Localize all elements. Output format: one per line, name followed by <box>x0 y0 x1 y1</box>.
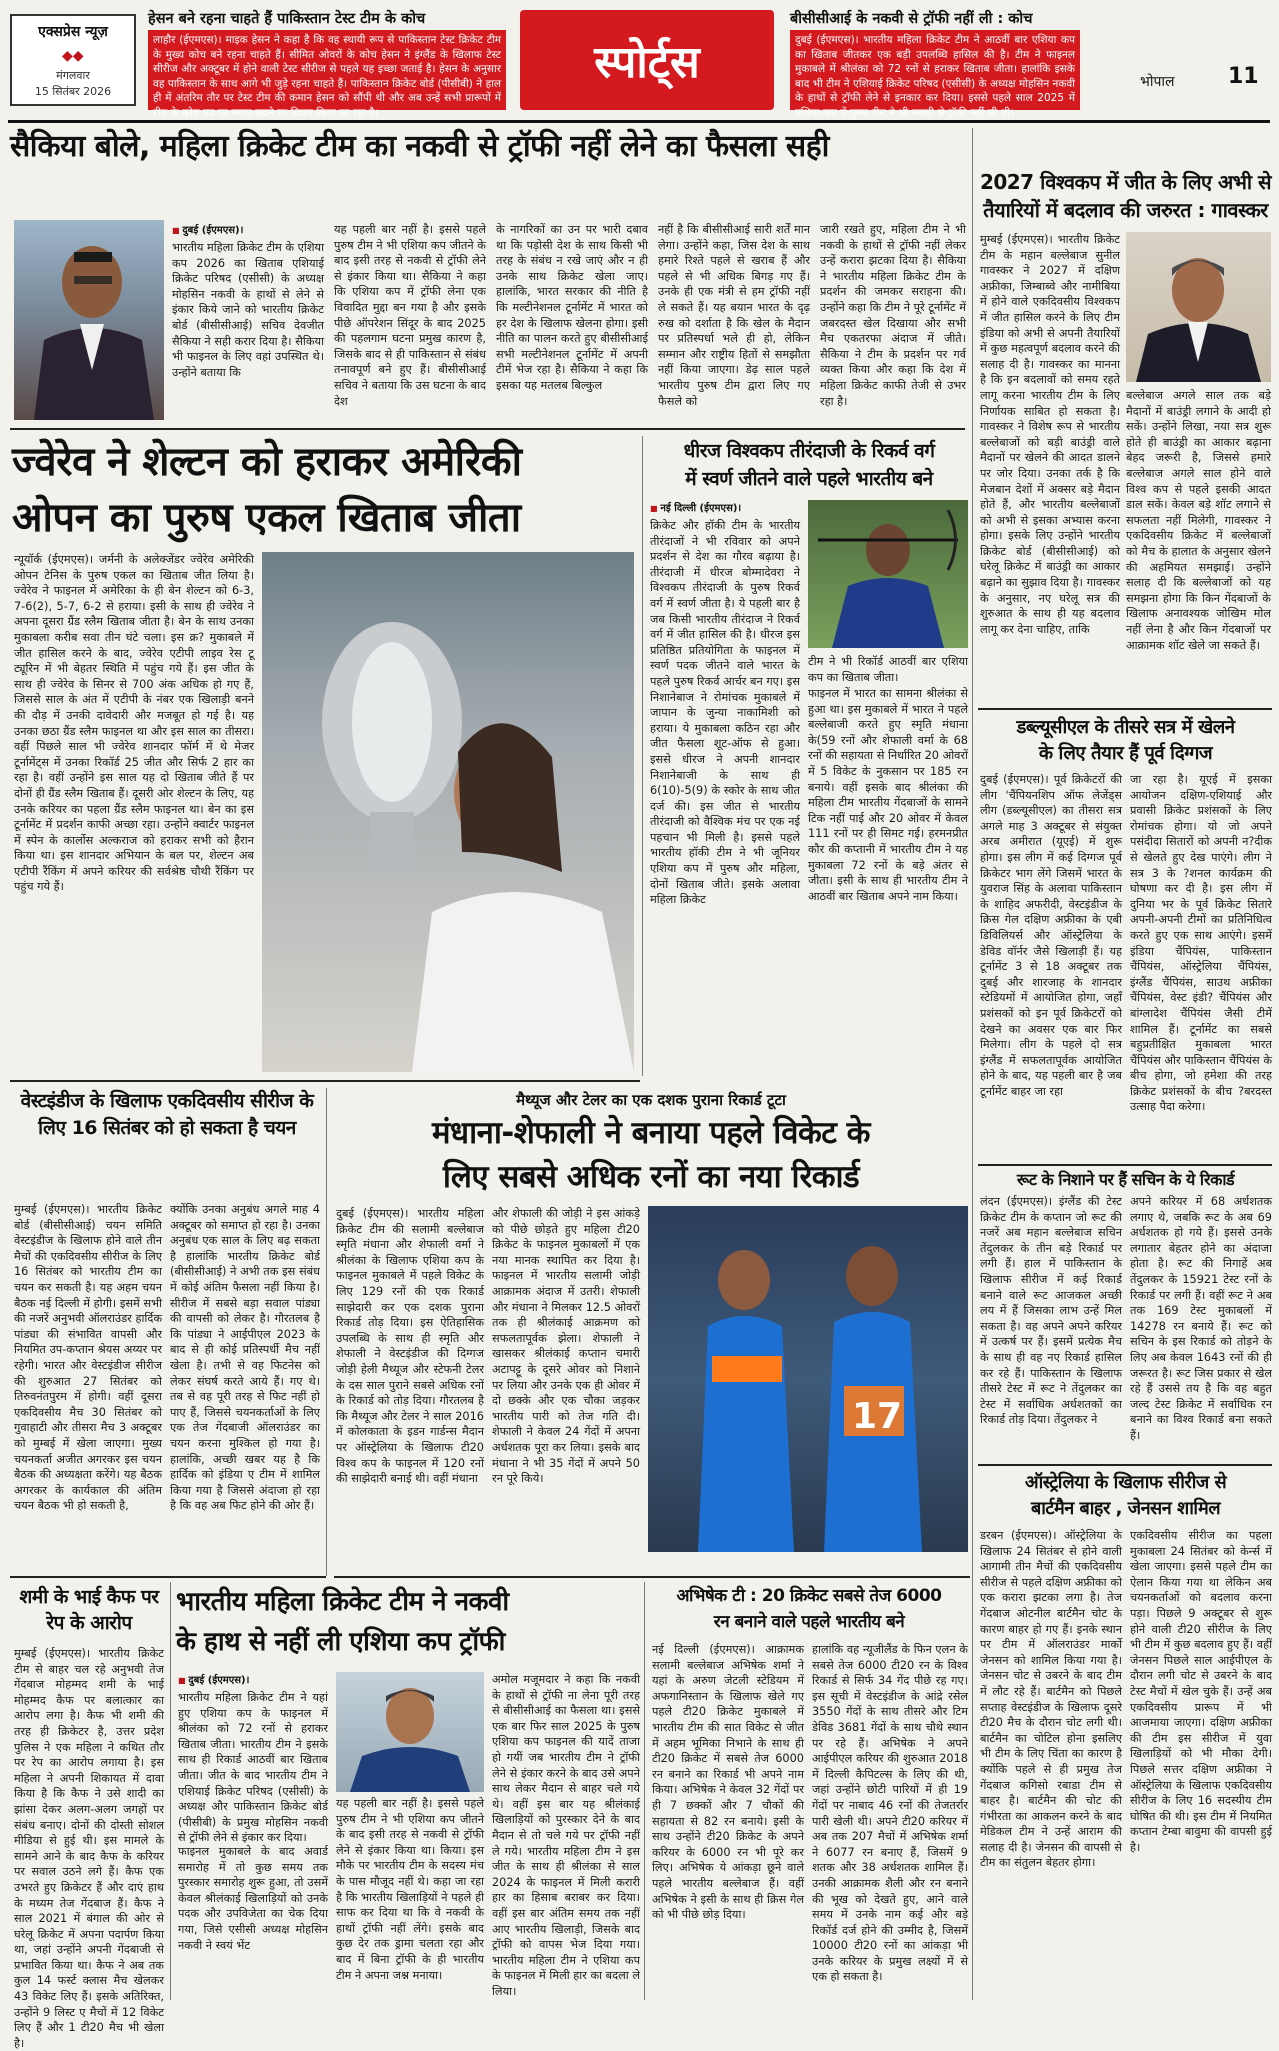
root-col2: अपने करियर में 68 अर्धशतक लगाए थे, जबकि रूट के अब 69 अर्धशतक हो गये हैं। इससे उनके लगातार बेहतर होने का अंदाजा होता है। रूट की निगाहें अब तेंदुलकर के 15921 टेस्ट रनों के रिकार्ड पर लगी हैं। वहीं रूट ने अब तक 169 टेस्ट मुकाबलों में 14278 रन बनाये हैं। रूट को सचिन के इस रिकार्ड को तोड़ने के लिए अब केवल 1643 रनों की ही जरूरत है। रूट जिस प्रकार से खेल रहे हैं उससे तय है कि वह बहुत जल्द टेस्ट क्रिकेट में सर्वाधिक रन बनाने का विश्व रिकार्ड बना सकते हैं। <box>1130 1195 1272 1442</box>
archery-col2-top: टीम ने भी रिकॉर्ड आठवीं बार एशिया कप का खिताब जीता। <box>808 655 968 684</box>
saikia-photo-figure <box>14 220 164 420</box>
naqvi-col1: भारतीय महिला क्रिकेट टीम ने यहां हुए एशिया कप के फाइनल में श्रीलंका को 72 रनों से हराकर खिताब जीता। भारतीय टीम ने इसके साथ ही रिकार्ड आठवीं बार खिताब जीता। जीत के बाद भारतीय टीम ने एशियाई क्रिकेट परिषद (एसीसी) के अध्यक्ष और पाकिस्तान क्रिकेट बोर्ड (पीसीबी) के प्रमुख मोहसिन नकवी से ट्रॉफी लेने से इंकार कर दिया। <box>178 1691 328 1845</box>
lead-col5: जारी रखते हुए, महिला टीम ने भी नकवी के हाथों से ट्रॉफी नहीं लेकर उन्हें करारा झटका दिया है। सैकिया ने भारतीय महिला क्रिकेट टीम के प्रदर्शन की जमकर सराहना की। उन्होंने कहा कि टीम ने पूरे टूर्नामेंट में जबरदस्त खेल दिखाया और सभी मैच एकतरफा अंदाज में जीते। सैकिया ने टीम के प्रदर्शन पर गर्व व्यक्त किया और कहा कि देश में महिला क्रिकेट काफी तेजी से उभर रहा है। <box>820 223 966 408</box>
gavaskar-headline-line2: तैयारियों में बदलाव की जरुरत : गावस्कर <box>983 198 1268 222</box>
root-rule <box>978 1464 1272 1466</box>
bartman-col1: डरबन (ईएमएस)। ऑस्ट्रेलिया के खिलाफ 24 सितंबर से होने वाली आगामी तीन मैचों की एकदिवसीय सीरीज से पहले दक्षिण अफ्रीका को एक करारा झटका लगा है। तेज गेंदबाज ओटनील बार्टमैन चोट के कारण बाहर हो गए हैं। इनके स्थान पर टीम में ऑलराउंडर मार्को जेनसन को शामिल किया गया है। जेनसन चोट से उबरने के बाद टीम में लौट रहे हैं। बार्टमैन को पिछले सप्ताह वेस्टइंडीज के खिलाफ दूसरे टी20 मैच के दौरान चोट लगी थी। बार्टमैन का चोटिल होना इसलिए भी टीम के लिए चिंता का कारण है क्योंकि पहले से ही प्रमुख तेज गेंदबाज कगिसो रबाडा टीम से बाहर है। बार्टमैन की चोट की गंभीरता का आकलन करने के बाद मेडिकल टीम ने उन्हें आराम की सलाह दी है। जेनसन की वापसी से टीम का संतुलन बेहतर होगा। <box>980 1529 1122 1870</box>
gavaskar-rule <box>978 708 1272 710</box>
westindies-divider <box>326 1088 327 1576</box>
lead-headline: सैकिया बोले, महिला क्रिकेट टीम का नकवी से ट्रॉफी नहीं लेने का फैसला सही <box>10 129 829 164</box>
masthead-rule <box>8 120 1270 123</box>
archery-divider <box>642 436 643 1076</box>
masthead-logo-box <box>10 14 136 106</box>
bartman-headline-line2: बार्टमैन बाहर , जेनसन शामिल <box>1030 1498 1221 1519</box>
naqvi-divider <box>644 1582 645 2000</box>
issue-day: मंगलवार <box>56 69 90 82</box>
lead-col2: यह पहली बार नहीं है। इससे पहले पुरुष टीम ने भी एशिया कप जीतने के बाद इसी तरह से नकवी से ट्रॉफी लेने से इंकार किया था। सैकिया ने कहा कि एशिया कप में ट्रॉफी लेना एक विवादित मुद्दा बन गया है और इसके पीछे ऑपरेशन सिंदूर के बाद 2025 की पहलगाम घटना प्रमुख कारण है, जिसके बाद से ही पाकिस्तान से संबंध तनावपूर्ण बने हुए हैं। बीसीसीआई सचिव ने बताया कि उस घटना के बाद देश <box>334 223 486 408</box>
westindies-headline: वेस्टइंडीज के खिलाफ एकदिवसीय सीरीज के लिए 16 सितंबर को हो सकता है चयन <box>20 1090 314 1139</box>
top-left-brief <box>148 8 506 119</box>
lead-col4: नहीं है कि बीसीसीआई सारी शर्तें मान लेगा। उन्होंने कहा, जिस देश के साथ हमारे रिश्ते पहले से खराब हैं और पहले से भी अधिक बिगड़ गए हैं। उनके ही एक मंत्री से हम ट्रॉफी नहीं ले सकते हैं। यह बयान भारत के दृढ़ रुख को दर्शाता है कि खेल के मैदान पर प्रतिस्पर्धा भले ही हो, लेकिन सम्मान और राष्ट्रीय हितों से समझौता नहीं किया जाएगा। डेढ़ साल पहले भारतीय पुरुष टीम द्वारा लिए गए फैसले को <box>658 223 810 408</box>
gavaskar-body-left: मुम्बई (ईएमएस)। भारतीय क्रिकेट टीम के महान बल्लेबाज सुनील गावस्कर ने 2027 में दक्षिण अफ्रीका, जिम्बाब्वे और नामीबिया में होने वाले एकदिवसीय विश्वकप में जीत हासिल करने के लिए टीम इंडिया को अभी से अपनी तैयारियों में कुछ महत्वपूर्ण बदलाव करने की सलाह दी है। गावस्कर का मानना है कि इन बदलावों को समय रहते लागू करना भारतीय टीम के लिए निर्णायक साबित हो सकता है। गावस्कर ने विशेष रूप से भारतीय बल्लेबाजों को बड़ी बाउंड्री वाले मैदानों पर खेलने की आदत डालने पर जोर दिया। उनका तर्क है कि मेजबान देशों में अक्सर बड़े मैदान होते हैं, और भारतीय बल्लेबाजों को अभी से इसका अभ्यास करना होगा। इसके लिए उन्होंने भारतीय क्रिकेट बोर्ड (बीसीसीआई) को घरेलू क्रिकेट में बाउंड्री का आकार बढ़ाने का सुझाव दिया है। गावस्कर के अनुसार, नए घरेलू सत्र की शुरुआत के साथ ही यह बदलाव लागू कर देना चाहिए, ताकि <box>980 233 1120 636</box>
naqvi-col2: यह पहली बार नहीं है। इससे पहले पुरुष टीम ने भी एशिया कप जीतने के बाद इसी तरह से नकवी से ट्रॉफी लेने से इंकार किया था। किया। इस मौके पर भारतीय टीम के सदस्य मंच के पास मौजूद नहीं थे। कहा जा रहा है कि भारतीय खिलाड़ियों ने पहले ही साफ कर दिया था कि वे नकवी के हाथों ट्रॉफी नहीं लेंगे। इसके बाद कुछ देर तक ड्रामा चलता रहा और बाद में बिना ट्रॉफी के ही भारतीय टीम ने अपना जश्न मनाया। <box>336 1797 484 1982</box>
city-label: भोपाल <box>1140 74 1175 90</box>
zverev-rule <box>10 1080 640 1082</box>
top-left-headline: हेसन बने रहना चाहते हैं पाकिस्तान टेस्ट टीम के कोच <box>148 11 426 27</box>
mandhana-col1: दुबई (ईएमएस)। भारतीय महिला क्रिकेट टीम की सलामी बल्लेबाज स्मृति मंधाना और शेफाली वर्मा ने श्रीलंका के खिलाफ एशिया कप के फाइनल मुकाबले में पहले विकेट के लिए 129 रनों की एक रिकार्ड साझेदारी कर एक दशक पुराना रिकार्ड तोड़ दिया। इस ऐतिहासिक उपलब्धि के साथ ही स्मृति और शेफाली ने वेस्टइंडीज की दिग्गज जोड़ी हेली मैथ्यूज और स्टेफनी टेलर के दस साल पुराने सबसे अधिक रनों के रिकार्ड को तोड़ दिया। गौरतलब है कि मैथ्यूज और टेलर ने साल 2016 में कोलकाता के इडन गार्डन्स मैदान पर ऑस्ट्रेलिया के खिलाफ टी20 विश्व कप के फाइनल में 120 रनों की साझेदारी बनाई थी। वहीं मंधाना <box>336 1207 484 1486</box>
issue-date: 15 सितंबर 2026 <box>34 85 112 98</box>
westindies-rule <box>10 1576 326 1578</box>
archery-photo <box>808 500 968 648</box>
archery-headline-line1: धीरज विश्वकप तीरंदाजी के रिकर्व वर्ग <box>683 440 935 462</box>
top-left-box <box>148 30 506 119</box>
paper-name: एक्सप्रेस न्यूज़ <box>38 24 108 40</box>
bartman-divider <box>972 1468 973 2000</box>
shami-divider <box>170 1582 171 2000</box>
mandhana-headline-line1: मंधाना-शेफाली ने बनाया पहले विकेट के <box>432 1115 870 1151</box>
zverev-photo <box>262 552 634 1072</box>
wcl-headline-line1: डब्ल्यूसीएल के तीसरे सत्र में खेलने <box>1016 717 1235 738</box>
zverev-photo-figure <box>262 552 634 1072</box>
mandhana-col2: और शेफाली की जोड़ी ने इस आंकड़े को पीछे छोड़ते हुए महिला टी20 क्रिकेट के फाइनल मुकाबलों में एक नया मानक स्थापित कर दिया है। फाइनल में भारतीय सलामी जोड़ी आक्रामक अंदाज में उतरी। शेफाली और मंधाना ने मिलकर 12.5 ओवरों तक ही श्रीलंकाई आक्रमण को सफलतापूर्वक झेला। शेफाली ने खासकर श्रीलंकाई कप्तान चमारी अटापट्टू के दूसरे ओवर को निशाने पर लिया और उनके एक ही ओवर में दो छक्के और एक चौका जड़कर भारतीय पारी को तेज गति दी। शेफाली ने केवल 24 गेंदों में अपना अर्धशतक पूरा कर लिया। इसके बाद मंधाना ने भी 35 गेंदों में अपने 50 रन पूरे किये। <box>492 1207 640 1486</box>
section-title: स्पोर्ट्स <box>594 37 700 88</box>
westindies-col1: मुम्बई (ईएमएस)। भारतीय क्रिकेट बोर्ड (बीसीसीआई) चयन समिति वेस्टइंडीज के खिलाफ होने वाले तीन मैचों की एकदिवसीय सीरीज के लिए 16 सितंबर को भारतीय टीम का चयन कर सकती है। यह अहम चयन बैठक नई दिल्ली में होगी। इसमें सभी की नजरें अनुभवी ऑलराउंडर हार्दिक पांड्या की संभावित वापसी और नियमित उप-कप्तान श्रेयस अय्यर पर रहेगी। भारत और वेस्टइंडीज सीरीज की शुरुआत 27 सितंबर को तिरुवनंतपुरम में होगी। वहीं दूसरा एकदिवसीय मैच 30 सितंबर को गुवाहाटी और तीसरा मैच 3 अक्टूबर को मुम्बई में खेला जाएगा। मुख्य चयनकर्ता अजीत अगरकर इस चयन बैठक की अध्यक्षता करेंगे। यह बैठक अगरकर के कार्यकाल की अंतिम चयन बैठक भी हो सकती है, <box>14 1203 162 1513</box>
gavaskar-body-right: बल्लेबाज अगले साल तक बड़े मैदानों में बाउंड्री लगाने के आदी हो सकें। उन्होंने लिखा, नया सत्र शुरू होते ही बाउंड्री का आकार बढ़ाना बेहद जरूरी है, जिससे हमारे बल्लेबाज अगले साल होने वाले विश्व कप से पहले इसकी आदत डाल सकें। केवल बड़े शॉट लगाने से सफलता नहीं मिलेगी, गावस्कर ने एकदिवसीय क्रिकेट में बल्लेबाजों को मैच के हालात के अनुसार खेलने की अहमियत समझाई। उन्होंने सलाह दी कि बल्लेबाजों को यह समझना होगा कि किन गेंदबाजों के खिलाफ अनावश्यक जोखिम मोल नहीं लेना है और किन गेंदबाजों पर आक्रामक शॉट खेले जा सकते हैं। <box>1126 389 1271 652</box>
shami-headline: शमी के भाई कैफ पर रेप के आरोप <box>19 1586 159 1634</box>
svg-text:17: 17 <box>852 1396 903 1437</box>
abhishek-col1: नई दिल्ली (ईएमएस)। आक्रामक सलामी बल्लेबाज अभिषेक शर्मा ने यहां के अरुण जेटली स्टेडियम में अफगानिस्तान के खिलाफ खेले गए पहले टी20 क्रिकेट मुकाबले में भारतीय टीम की सात विकेट से जीत में अहम भूमिका निभाने के साथ ही टी20 क्रिकेट में सबसे तेज 6000 रन बनाने का रिकार्ड भी अपने नाम किया। अभिषेक ने केवल 32 गेंदों पर ही 7 छक्कों और 7 चौकों की सहायता से 82 रन बनाये। इसी के साथ उन्होंने टी20 क्रिकेट के अपने करियर के 6000 रन भी पूरे कर लिए। अभिषेक ये आंकड़ा छूने वाले पहले भारतीय बल्लेबाज हैं। वहीं अभिषेक ने इसी के साथ ही क्रिस गेल को भी पीछे छोड़ दिया। <box>652 1643 804 1922</box>
archery-col1: क्रिकेट और हॉकी टीम के भारतीय तीरंदाजों ने भी रविवार को अपने प्रदर्शन से देश का गौरव बढ़ाया है। तीरंदाजी में धीरज बोम्मादेवरा ने विश्वकप तीरंदाजी के पुरुष रिकर्व वर्ग में स्वर्ण जीता है। ये पहली बार है जब किसी भारतीय तीरंदाज ने रिकर्व वर्ग में जीत हासिल की है। धीरज इस प्रतिष्ठित प्रतियोगिता के फाइनल में स्वर्ण पदक जीतने वाले भारत के पहले पुरुष रिकर्व आर्चर बन गए। इस निशानेबाज ने रोमांचक मुकाबले में जापान के जुन्या नाकामिशी को हराया। ये मुकाबला कठिन रहा और जीत फैसला शूट-ऑफ से हुआ। इससे धीरज ने अपनी शानदार निशानेबाजी के साथ ही 6(10)-5(9) के स्कोर के साथ जीत दर्ज की। इस जीत से भारतीय तीरंदाजी को वैश्विक मंच पर एक नई पहचान भी मिली है। इससे पहले भारतीय हॉकी टीम ने भी जूनियर एशिया कप में पुरुष और महिला, दोनों खिताब जीते। इसके अलावा महिला क्रिकेट <box>650 519 800 907</box>
shami-body: मुम्बई (ईएमएस)। भारतीय क्रिकेट टीम से बाहर चल रहे अनुभवी तेज गेंदबाज मोहम्मद शमी के भाई मोहम्मद कैफ पर बलात्कार का आरोप लगा है। कैफ भी शमी की तरह ही क्रिकेटर है, उत्तर प्रदेश पुलिस ने एक महिला ने कथित तौर पर रेप का आरोप लगाया है। इस महिला ने अपनी शिकायत में दावा किया है कि कैफ ने उसे शादी का झांसा देकर अलग-अलग जगहों पर संबंध बनाए। दोनों की दोस्ती सोशल मीडिया से हुई थी। इस मामले के सामने आने के बाद कैफ के करियर पर सवाल उठने लगे हैं। कैफ एक उभरते हुए क्रिकेटर हैं और दाएं हाथ के मध्यम तेज गेंदबाज हैं। कैफ ने साल 2021 में बंगाल की ओर से घरेलू क्रिकेट में अपना पदार्पण किया था, जहां उन्होंने अपनी गेंदबाजी से प्रभावित किया था। कैफ ने अब तक कुल 14 फर्स्ट क्लास मैच खेलकर 43 विकेट लिए हैं। इसके अतिरिक्त, उन्होंने 9 लिस्ट ए मैचों में 12 विकेट लिए हैं और 1 टी20 मैच भी खेला है। <box>14 1647 164 2050</box>
naqvi-col1b: फाइनल मुकाबले के बाद अवार्ड समारोह में तो कुछ समय तक पुरस्कार समारोह शुरू हुआ, तो उसमें केवल श्रीलंकाई खिलाड़ियों को उनके पदक और उपविजेता का चेक दिया गया, जिसे एसीसी अध्यक्ष मोहसिन नकवी ने स्वयं भेंट <box>178 1845 328 1952</box>
root-headline: रूट के निशाने पर हैं सचिन के ये रिकार्ड <box>1016 1170 1235 1189</box>
westindies-col2: क्योंकि उनका अनुबंध अगले माह 4 अक्टूबर को समाप्त हो रहा है। उनका अनुबंध एक साल के लिए बढ़ सकता है हालांकि भारतीय क्रिकेट बोर्ड (बीसीसीआई) ने अभी तक इस संबंध में कोई अंतिम फैसला नहीं किया है। सीरीज में सबसे बड़ा सवाल पांड्या की वापसी को लेकर है। गौरतलब है कि पांड्या ने आईपीएल 2023 के बाद से ही कोई प्रतिस्पर्धी मैच नहीं खेला है। तभी से वह फिटनेस को लेकर संघर्ष करते आये हैं। गए थे। तब से वह पूरी तरह से फिट नहीं हो पाए हैं, जिससे चयनकर्ताओं के लिए एक तेज गेंदबाजी ऑलराउंडर का चयन करना मुश्किल हो गया है। हालांकि, अच्छी खबर यह है कि हार्दिक को इंडिया ए टीम में शामिल किया गया है जिससे अंदाजा हो रहा है कि वह अब फिट होने की ओर हैं। <box>170 1203 320 1513</box>
mandhana-photo <box>648 1206 968 1552</box>
zverev-headline-line2: ओपन का पुरुष एकल खिताब जीता <box>12 495 521 541</box>
top-right-box <box>790 30 1080 119</box>
majumdar-photo <box>336 1672 484 1792</box>
lead-col3: के नागरिकों का उन पर भारी दबाव था कि पड़ोसी देश के साथ किसी भी तरह के संबंध न रखे जाएं और न ही उनके साथ क्रिकेट खेला जाए। हालांकि, भारत सरकार की नीति है कि मल्टीनेशनल टूर्नामेंट में भारत को हर देश के खिलाफ खेलना होगा। इसी नीति का पालन करते हुए बीसीसीआई सभी मल्टीनेशनल टूर्नामेंट में अपनी टीमें भेज रहा है। सैकिया ने कहा कि इसका यह मतलब बिल्कुल <box>496 223 648 392</box>
mandhana-headline-line2: लिए सबसे अधिक रनों का नया रिकार्ड <box>442 1159 860 1195</box>
zverev-body: न्यूयॉर्क (ईएमएस)। जर्मनी के अलेक्जेंडर ज्वेरेव अमेरिकी ओपन टेनिस के पुरुष एकल का खिताब जीत लिया है। ज्वेरेव ने फाइनल में अमेरिका के ही बेन शेल्टन को 6-3, 7-6(2), 5-7, 6-2 से हराया। इसी के साथ ही ज्वेरेव ने अपना दूसरा ग्रैंड स्लैम खिताब जीता है। बेन के साथ उनका मुकाबला करीब सवा तीन घंटे चला। इस क्र? मुकाबले में जीत हासिल करने के बाद, ज्वेरेव एटीपी लाइव रेस टू ट्यूरिन में भी बेहतर स्थिति में पहुंच गये हैं। इस जीत के साथ ही ज्वेरेव के सिनर से 700 अंक अधिक हो गए हैं, जिससे साल के अंत में एटीपी के नंबर एक खिलाड़ी बनने की दौड़ में उनकी दावेदारी और मजबूत हो गई है। यह उनका छठा ग्रैंड स्लैम फाइनल था और इस साल का तीसरा। वहीं पिछले साल भी ज्वेरेव शानदार फॉर्म में थे मेजर टूर्नामेंट्स में उनका रिकॉर्ड 25 जीत और सिर्फ 2 हार का रहा है। वहीं उन्होंने इस साल यह दो खिताब जीते हैं पर दोनों ही ग्रैंड स्लैम खिताब हैं। दूसरी ओर शेल्टन के लिए, यह उनके करियर का पहला ग्रैंड स्लैम फाइनल था। बेन का इस टूर्नामेंट में प्रदर्शन काफी अच्छा रहा। उन्होंने क्वार्टर फाइनल में स्पेन के कार्लोस अल्कराज को हराकर सभी को हैरान किया था। इस शानदार अभियान के बल पर, शेल्टन अब एटीपी रैंकिंग में अपने करियर की सर्वश्रेष्ठ चौथी रैंकिंग पर पहुंच गये हैं। <box>14 553 254 894</box>
abhishek-headline-line2: रन बनाने वाले पहले भारतीय बने <box>713 1612 905 1632</box>
gavaskar-photo <box>1126 232 1271 382</box>
mandhana-rule <box>334 1576 970 1578</box>
wcl-col2: जा रहा है। यूएई में इसका आयोजन दक्षिण-एशियाई और प्रवासी क्रिकेट प्रशंसकों के लिए रोमांचक होगा। यो जो अपने पसंदीदा सितारों को अपनी न?दीक से खेलते हुए देख पाएंगे। लीग ने सत्र 3 के ?शनल कार्यक्रम की घोषणा कर दी है। इस लीग में दुनिया भर के पूर्व क्रिकेट सितारे अपनी-अपनी टीमों का प्रतिनिधित्व करते हुए एक साथ आएंगे। इसमें इंडिया चैंपियंस, पाकिस्तान चैंपियंस, ऑस्ट्रेलिया चैंपियंस, इंग्लैंड चैंपियंस, साउथ अफ्रीका चैंपियंस, वेस्ट इंडी? चैंपियंस और बांग्लादेश चैंपियंस जैसी टीमें शामिल हैं। टूर्नामेंट का सबसे बहुप्रतीक्षित मुकाबला भारत चैंपियंस और पाकिस्तान चैंपियंस के बीच होगा, जो हमेशा की तरह क्रिकेट प्रशंसकों के बीच ?बरदस्त उत्साह पैदा करेगा। <box>1130 773 1272 1114</box>
wcl-col1: दुबई (ईएमएस)। पूर्व क्रिकेटरों की लीग 'चैंपियनशिप ऑफ लेजेंड्स लीग (डब्ल्यूसीएल) का तीसरा सत्र अगले माह 3 अक्टूबर से संयुक्त अरब अमीरात (यूएई) में शुरू होगा। इस लीग में कई दिग्गज पूर्व क्रिकेटर भाग लेंगे जिसमें भारत के युवराज सिंह के अलावा पाकिस्तान के शाहिद अफरीदी, वेस्टइंडीज के क्रिस गेल दक्षिण अफ्रीका के एबी डिविलियर्स और ऑस्ट्रेलिया के डेविड वॉर्नर जैसे खिलाड़ी हैं। यह टूर्नामेंट 3 से 18 अक्टूबर तक दुबई और शारजाह के शानदार स्टेडियमों में आयोजित होगा, जहाँ प्रशंसकों को इन पूर्व क्रिकेटरों को देखने का अवसर एक बार फिर मिलेगा। लीग के पहले दो सत्र इंग्लैंड में सफलतापूर्वक आयोजित होने के बाद, यह पहली बार है जब टूर्नामेंट बाहर जा रहा <box>980 773 1122 1098</box>
naqvi-byline: ■ दुबई (ईएमएस)। <box>178 1672 328 1686</box>
archery-headline-line2: में स्वर्ण जीतने वाले पहले भारतीय बने <box>685 468 933 490</box>
gavaskar-photo-figure <box>1126 232 1271 382</box>
abhishek-headline-line1: अभिषेक टी : 20 क्रिकेट सबसे तेज 6000 <box>676 1586 942 1606</box>
archery-byline: ■ नई दिल्ली (ईएमएस)। <box>650 500 800 514</box>
naqvi-headline-line2: के हाथ से नहीं ली एशिया कप ट्रॉफी <box>176 1627 505 1657</box>
mandhana-kicker: मैथ्यूज और टेलर का एक दशक पुराना रिकार्ड टूटा <box>516 1091 786 1109</box>
logo-diamond-icon: ◆◆ <box>62 48 84 64</box>
top-right-headline: बीसीसीआई के नकवी से ट्रॉफी नहीं ली : कोच <box>790 11 1033 27</box>
root-col1: लंदन (ईएमएस)। इंग्लैंड की टेस्ट क्रिकेट टीम के कप्तान जो रूट की नजरें अब महान बल्लेबाज सचिन तेंदुलकर के तीन बड़े रिकार्ड पर लगी हैं। हाल में पाकिस्तान के खिलाफ सीरीज में कई रिकार्ड बनाने वाले रूट आजकल अच्छी लय में हैं जिसका लाभ उन्हें मिल सकता है। वह अपने अपने करियर में उत्कर्ष पर हैं। इसमें प्रत्येक मैच के साथ ही वह नए रिकार्ड हासिल कर रहे हैं। पाकिस्तान के खिलाफ तीसरे टेस्ट में रूट ने तेंदुलकर का टेस्ट में सर्वाधिक अर्धशतकों का रिकार्ड तोड़ दिया। तेंदुलकर ने <box>980 1195 1122 1427</box>
zverev-headline-line1: ज्वेरेव ने शेल्टन को हराकर अमेरिकी <box>12 439 522 485</box>
mandhana-photo-figure <box>648 1206 968 1552</box>
masthead <box>0 0 1279 118</box>
archery-photo-figure <box>808 500 968 648</box>
wcl-rule <box>978 1164 1272 1166</box>
bartman-headline-line1: ऑस्ट्रेलिया के खिलाफ सीरीज से <box>1024 1472 1227 1493</box>
naqvi-col3: अमोल मजूमदार ने कहा कि नकवी के हाथों से ट्रॉफी ना लेना पूरी तरह से बीसीसीआई का फैसला था। इससे एक बार फिर साल 2025 के पुरुष एशिया कप फाइनल की यादें ताजा हो गयीं जब भारतीय टीम ने ट्रॉफी लेने से इंकार करने के बाद उसे अपने साथ लेकर मैदान से बाहर चले गये थे। वहीं इस बार यह श्रीलंकाई खिलाड़ियों को पुरस्कार देने के बाद मैदान से तो चले गये पर ट्रॉफी नहीं ले गये। भारतीय महिला टीम ने इस जीत के साथ ही श्रीलंका से साल 2024 के फाइनल में मिली करारी हार का हिसाब बराबर कर दिया। वहीं इस बार अंतिम समय तक नहीं आए भारतीय खिलाड़ी, जिसके बाद ट्रॉफी को वापस भेज दिया गया। भारतीय महिला टीम ने एशिया कप के फाइनल में मिली हार का बदला ले लिया। <box>492 1673 640 1998</box>
bartman-col2: एकदिवसीय सीरीज का पहला मुकाबला 24 सितंबर को केर्न्स में खेला जाएगा। इससे पहले टीम का ऐलान किया गया था लेकिन अब चयनकर्ताओं को बदलाव करना पड़ा। पिछले 9 अक्टूबर से शुरू होने वाली टी20 सीरीज के लिए भी टीम में कुछ बदलाव हुए हैं। वहीं जेनसन पिछले साल आईपीएल के दौरान लगी चोट से उबरने के बाद टेस्ट मैचों में खेल चुके हैं। उन्हें अब एकदिवसीय प्रारूप में भी आजमाया जाएगा। दक्षिण अफ्रीका की टीम इस सीरीज में युवा खिलाड़ियों को भी मौका देगी। पिछले सत्तर दक्षिण अफ्रीका ने ऑस्ट्रेलिया के खिलाफ एकदिवसीय सीरीज के लिए 16 सदस्यीय टीम घोषित की थी। इस टीम में नियमित कप्तान टेम्बा बावुमा की वापसी हुई है। <box>1130 1529 1272 1854</box>
wcl-headline-line2: के लिए तैयार हैं पूर्व दिग्गज <box>1038 743 1213 764</box>
majumdar-photo-figure <box>336 1672 484 1792</box>
top-left-body: लाहौर (ईएमएस)। माइक हेसन ने कहा है कि वह स्थायी रूप से पाकिस्तान टेस्ट क्रिकेट टीम के मुख्य कोच बने रहना चाहते हैं। सीमित ओवरों के कोच हेसन ने इंग्लैंड के खिलाफ टेस्ट सीरीज और अक्टूबर में होने वाली टेस्ट सीरीज से पहले यह इच्छा जताई है। हेसन के अनुसार वह पाकिस्तान के साथ आगे भी जुड़े रहना चाहते हैं। पाकिस्तान क्रिकेट बोर्ड (पीसीबी) ने हाल ही में अंतरिम तौर पर टेस्ट टीम की कमान हेसन को सौंपी थी और अब उन्हें सभी प्रारूपों में टीम के कोच पद पर बनाए रखने पर विचार किया जा रहा है। <box>153 34 501 119</box>
saikia-photo <box>14 220 164 420</box>
section-banner <box>520 10 774 110</box>
gavaskar-headline-line1: 2027 विश्वकप में जीत के लिए अभी से <box>979 170 1272 194</box>
lead-byline: ■ दुबई (ईएमएस)। <box>172 222 322 236</box>
lead-col1: भारतीय महिला क्रिकेट टीम के एशिया कप 2026 का खिताब एशियाई क्रिकेट परिषद (एसीसी) के अध्यक्ष मोहसिन नकवी के हाथों से लेने से इंकार किये जाने को भारतीय क्रिकेट बोर्ड (बीसीसीआई) सचिव देवजीत सैकिया ने सही करार दिया है। सैकिया भी फाइनल के लिए वहां उपस्थित थे। उन्होंने बताया कि <box>172 241 324 379</box>
abhishek-col2: हालांकि वह न्यूजीलैंड के फिन एलन के सबसे तेज 6000 टी20 रन के विश्व रिकार्ड से सिर्फ 34 गेंद पीछे रह गए। इस सूची में वेस्टइंडीज के आंद्रे रसेल 3550 गेंदों के साथ तीसरे और टिम डेविड 3681 गेंदों के साथ चौथे स्थान पर रहे हैं। अभिषेक ने अपने आईपीएल करियर की शुरुआत 2018 में दिल्ली कैपिटल्स के लिए की थी, जहां उन्होंने छोटी पारियों में ही 19 गेंदों पर नाबाद 46 रनों की तेजतर्रार पारी खेली थी। अपने टी20 करियर में अब तक 207 मैचों में अभिषेक शर्मा ने 6077 रन बनाए हैं, जिसमें 9 शतक और 38 अर्धशतक शामिल हैं। उनकी आक्रामक शैली और रन बनाने की भूख को देखते हुए, आने वाले समय में उनके नाम कई और बड़े रिकॉर्ड दर्ज होने की उम्मीद है, जिसमें 10000 टी20 रनों का आंकड़ा भी उनके करियर के प्रमुख लक्ष्यों में से एक हो सकता है। <box>812 1643 968 1984</box>
lead-rule <box>10 428 965 430</box>
page-number: 11 <box>1228 64 1259 89</box>
archery-col2: फाइनल में भारत का सामना श्रीलंका से हुआ था। इस मुकाबले में भारत ने पहले बल्लेबाजी करते हुए स्मृति मंधाना के(59 रनों और शेफाली वर्मा के 68 रनों की सहायता से निर्धारित 20 ओवरों में 5 विकेट के नुकसान पर 185 रन बनाये। वहीं इसके बाद श्रीलंका की महिला टीम भारतीय गेंदबाजों के सामने टिक नहीं पाई और 20 ओवर में केवल 111 रनों पर ही सिमट गई। हरमनप्रीत कौर की कप्तानी में भारतीय टीम ने यह मुकाबला 72 रनों के बड़े अंतर से जीता। इसी के साथ ही भारतीय टीम ने आठवीं बार खिताब अपने नाम किया। <box>808 687 968 903</box>
naqvi-headline-line1: भारतीय महिला क्रिकेट टीम ने नकवी <box>176 1587 509 1617</box>
right-column-divider <box>972 128 973 1568</box>
top-right-body: दुबई (ईएमएस)। भारतीय महिला क्रिकेट टीम ने आठवीं बार एशिया कप का खिताब जीतकर एक बड़ी उपलब्धि हासिल की है। टीम ने फाइनल मुकाबले में श्रीलंका को 72 रनों से हराकर खिताब जीता। हालांकि इसके बाद भी टीम ने एशियाई क्रिकेट परिषद (एसीसी) के अध्यक्ष मोहसिन नकवी के हाथों से ट्रॉफी लेने से इनकार कर दिया। इससे पहले साल 2025 में एशिया कप में पुरुष टीम ने भी नकवी से ट्रॉफी नहीं ली थी। <box>795 34 1075 119</box>
top-right-brief <box>790 8 1080 119</box>
